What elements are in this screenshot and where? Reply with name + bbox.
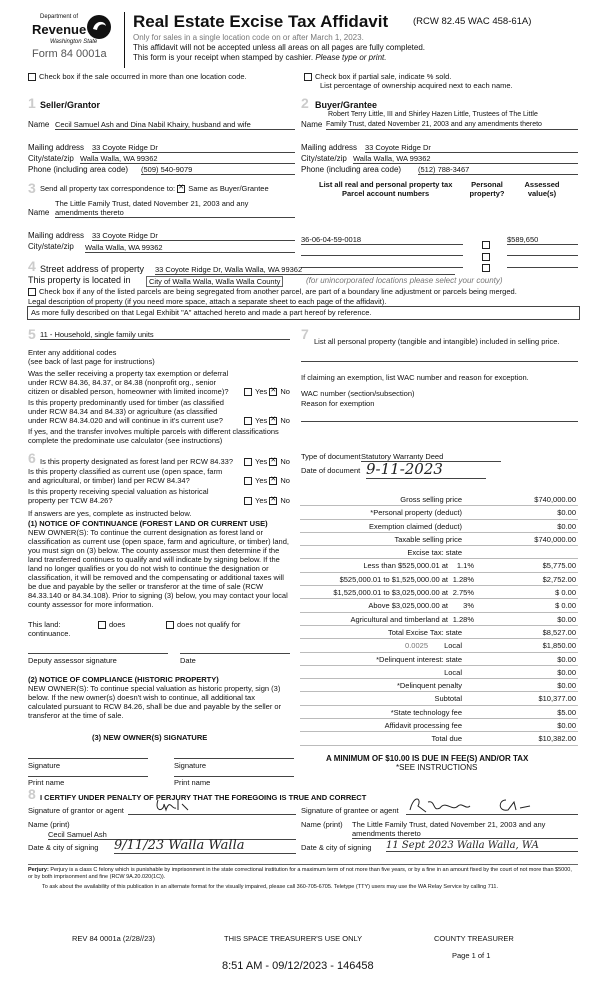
grantor-date-label: Date & city of signing <box>28 843 99 852</box>
grantee-date-field[interactable]: 11 Sept 2023 Walla Walla, WA <box>386 840 578 852</box>
new-owner-print-1[interactable] <box>28 775 148 777</box>
tax-rate: 1.28% <box>452 614 474 624</box>
exemption-yes-no[interactable]: Yes ✕ No <box>244 387 290 396</box>
fee-value[interactable]: $ 0.00 <box>555 588 576 598</box>
fee-row <box>300 706 578 719</box>
grantor-signature-scribble <box>128 796 198 814</box>
deputy-signature-line[interactable] <box>28 652 168 654</box>
personal-property-checkbox-3[interactable] <box>482 259 493 277</box>
fee-row <box>300 573 578 586</box>
fee-value[interactable]: $1,850.00 <box>542 641 576 651</box>
print-label-2: Print name <box>174 778 211 787</box>
doc-date-label: Date of document <box>301 466 361 475</box>
grantor-name-label: Name (print) <box>28 820 70 829</box>
fee-label: Affidavit processing fee <box>384 721 462 731</box>
section-7-number: 7 <box>301 326 309 342</box>
seller-name-field[interactable]: Cecil Samuel Ash and Dina Nabil Khairy, husband and wife <box>55 120 295 130</box>
forest-question: Is this property designated as forest land per RCW 84.33? <box>40 457 234 466</box>
header-divider <box>124 12 125 68</box>
assessed-value-header: Assessed value(s) <box>524 180 560 198</box>
page-number: Page 1 of 1 <box>452 951 491 960</box>
sig-label-2: Signature <box>174 761 207 770</box>
located-in-note: (for unincorporated locations please select your county) <box>306 276 503 285</box>
buyer-name-field[interactable]: Family Trust, dated November 21, 2003 and any amendments thereto <box>326 121 578 130</box>
fee-value[interactable]: $0.00 <box>557 614 576 624</box>
grantor-name-field[interactable]: Cecil Samuel Ash <box>48 830 296 840</box>
header-line-3: This form is your receipt when stamped by cashier. Please type or print. <box>133 53 387 62</box>
fee-value[interactable]: $10,377.00 <box>538 694 576 704</box>
seller-name-label: Name <box>28 120 50 129</box>
section-1-number: 1 <box>28 95 36 111</box>
segregated-check[interactable]: Check box if any of the listed parcels are being segregated from another parcel, are part of a boundary line adjustment or parcels being merged. <box>28 287 517 296</box>
buyer-phone-label: Phone (including area code) <box>301 165 402 174</box>
fee-value[interactable]: $5.00 <box>557 707 576 717</box>
corr-city-field[interactable]: Walla Walla, WA 99362 <box>85 243 295 253</box>
logo-state: Washington State <box>50 39 98 45</box>
fee-row <box>300 533 578 546</box>
fee-row <box>300 546 578 559</box>
does-not-checkbox[interactable]: does not qualify for <box>166 620 240 629</box>
corr-mail-field[interactable]: 33 Coyote Ridge Dr <box>92 231 295 241</box>
tax-rate: 2.75% <box>452 588 474 598</box>
reason-field[interactable] <box>301 420 578 422</box>
logo-dept: Department of <box>40 14 79 20</box>
assessed-value-field-3[interactable] <box>507 266 578 268</box>
form-title: Real Estate Excise Tax Affidavit <box>133 12 389 31</box>
located-in-select[interactable]: City of Walla Walla, Walla Walla County <box>146 276 283 287</box>
notice-3-heading: (3) NEW OWNER(S) SIGNATURE <box>92 733 208 742</box>
section-4-number: 4 <box>28 258 36 274</box>
revenue-swirl-icon <box>86 14 112 40</box>
deputy-date-label: Date <box>180 656 196 665</box>
fee-label: Gross selling price <box>400 495 462 504</box>
corr-mail-label: Mailing address <box>28 231 85 240</box>
fee-label: Taxable selling price <box>394 534 462 544</box>
fee-value[interactable]: $740,000.00 <box>534 534 576 544</box>
buyer-name-label: Name <box>301 120 323 129</box>
parcel-header-2: Parcel account numbers <box>342 189 430 198</box>
fee-value[interactable]: $ 0.00 <box>555 601 576 611</box>
located-in-label: This property is located in <box>28 275 131 285</box>
fee-label: Local <box>444 641 462 651</box>
timber-yes-no[interactable]: Yes ✕ No <box>244 416 290 425</box>
revision: REV 84 0001a (2/28//23) <box>72 934 155 943</box>
grantor-date-field[interactable]: 9/11/23 Walla Walla <box>114 838 296 854</box>
grantee-date-label: Date & city of signing <box>301 843 372 852</box>
grantee-name-field[interactable]: amendments thereto <box>352 829 578 839</box>
fee-row <box>300 639 578 652</box>
grantor-signature[interactable] <box>128 796 296 815</box>
section-5-number: 5 <box>28 326 36 342</box>
current-use-yes-no[interactable]: Yes ✕ No <box>244 476 290 485</box>
print-label-1: Print name <box>28 778 65 787</box>
same-as-buyer-checkbox[interactable] <box>177 185 185 193</box>
this-land-label: This land: continuance. <box>28 620 71 638</box>
timber-question: Is this property predominantly used for timber (as classified under RCW 84.34 and 84.33) or agriculture (as classified under RCW 84.34.020 and will continue in it's current use? <box>28 398 224 425</box>
deputy-signature-label: Deputy assessor signature <box>28 656 117 665</box>
checkbox[interactable] <box>28 288 36 296</box>
additional-codes-label: Enter any additional codes (see back of last page for instructions) <box>28 348 155 366</box>
fee-row <box>300 666 578 679</box>
certify-statement: I CERTIFY UNDER PENALTY OF PERJURY THAT THE FOREGOING IS TRUE AND CORRECT <box>40 793 367 802</box>
doc-type-field[interactable]: Statutory Warranty Deed <box>361 452 501 462</box>
sig-label-1: Signature <box>28 761 61 770</box>
grantee-name-label: Name (print) <box>301 820 343 829</box>
fee-value[interactable]: $2,752.00 <box>542 574 576 584</box>
wac-label: WAC number (section/subsection) <box>301 389 415 398</box>
seller-mail-field[interactable]: 33 Coyote Ridge Dr <box>92 143 295 153</box>
new-owner-print-2[interactable] <box>174 775 294 777</box>
fee-row <box>300 586 578 599</box>
land-use-code-field[interactable]: 11 - Household, single family units <box>40 330 290 340</box>
legal-description-field[interactable]: As more fully described on that Legal Exhibit "A" attached hereto and made a part hereof by reference. <box>27 306 580 320</box>
doc-type-label: Type of document <box>301 452 361 461</box>
perjury-notice: Perjury: Perjury is a class C felony which is punishable by imprisonment in the state correctional institution for a maximum term of not more than five years, or by a fine in an amount fixed by the court of not more than $5000, or by both imprisonment and fine (RCW 9A.20.020(1C)). <box>28 867 572 880</box>
deputy-date-line[interactable] <box>180 652 290 654</box>
buyer-name-line-1: Robert Terry Little, III and Shirley Hazen Little, Trustees of The Little <box>328 111 538 118</box>
see-instructions: *SEE INSTRUCTIONS <box>396 763 478 772</box>
form-number: Form 84 0001a <box>32 48 107 60</box>
fee-label: *Delinquent interest: state <box>376 654 462 664</box>
grantee-signature-scribble <box>406 796 578 816</box>
fee-label: Exemption claimed (deduct) <box>369 521 462 531</box>
treasurer-use: THIS SPACE TREASURER'S USE ONLY <box>224 934 363 943</box>
street-label: Street address of property <box>40 264 145 274</box>
fee-value[interactable]: $0.00 <box>557 654 576 664</box>
current-use-question: Is this property classified as current use (open space, farm and agricultural, or timber) land per RCW 84.34? <box>28 467 223 485</box>
fee-label: Excise tax: state <box>407 548 462 558</box>
multi-location-check[interactable]: Check box if the sale occurred in more than one location code. <box>28 72 247 81</box>
buyer-city-field[interactable]: Walla Walla, WA 99362 <box>353 154 578 164</box>
fee-table <box>300 493 578 746</box>
fee-row <box>300 719 578 732</box>
parcel-number-field-2[interactable] <box>301 254 463 256</box>
form-citation: (RCW 82.45 WAC 458-61A) <box>413 16 532 27</box>
forest-instruction: If answers are yes, complete as instructed below. <box>28 509 192 518</box>
fee-value[interactable]: $8,527.00 <box>542 627 576 637</box>
seller-heading: Seller/Grantor <box>40 100 101 110</box>
access-notice: To ask about the availability of this publication in an alternate format for the visually impaired, please call 360-705-6705. Teletype (TTY) users may use the WA Relay Service by calling 711. <box>42 884 499 890</box>
section-2-number: 2 <box>301 95 309 111</box>
fee-row <box>300 626 578 639</box>
logo-revenue: Revenue <box>32 22 87 37</box>
checkbox[interactable] <box>28 73 36 81</box>
buyer-city-label: City/state/zip <box>301 154 347 163</box>
buyer-mail-label: Mailing address <box>301 143 358 152</box>
section-6-number: 6 <box>28 450 36 466</box>
fee-label: *State technology fee <box>390 707 462 717</box>
fee-row <box>300 520 578 533</box>
forest-yes-no[interactable]: Yes ✕ No <box>244 457 290 466</box>
fee-label: $1,525,000.01 to $3,025,000.00 at <box>333 588 448 598</box>
seller-city-field[interactable]: Walla Walla, WA 99362 <box>80 154 295 164</box>
parcel-header-1: List all real and personal property tax <box>319 180 453 189</box>
fee-label: Above $3,025,000.00 at <box>368 601 448 611</box>
corr-name-field[interactable]: amendments thereto <box>55 208 295 218</box>
fee-label: Agricultural and timberland at <box>350 614 448 624</box>
fee-row <box>300 679 578 692</box>
header-line-2: This affidavit will not be accepted unless all areas on all pages are fully completed. <box>133 43 426 52</box>
exemption-claim-label: If claiming an exemption, list WAC number and reason for exception. <box>301 373 529 382</box>
grantee-name-line-1: The Little Family Trust, dated November 21, 2003 and any <box>352 820 546 829</box>
fee-value[interactable]: $0.00 <box>557 521 576 531</box>
exemption-question: Was the seller receiving a property tax exemption or deferral under RCW 84.36, 84.37, or 84.38 (nonprofit org., senior citizen or disabled person, homeowner with limited income)? <box>28 369 229 396</box>
street-field[interactable]: 33 Coyote Ridge Dr, Walla Walla, WA 99362 <box>155 265 455 275</box>
corr-name-label: Name <box>28 208 50 217</box>
fee-row <box>300 653 578 666</box>
assessed-value-field-2[interactable] <box>507 254 578 256</box>
checkbox[interactable] <box>304 73 312 81</box>
seller-city-label: City/state/zip <box>28 154 74 163</box>
historic-question: Is this property receiving special valuation as historical property per TCW 84.26? <box>28 487 209 505</box>
fee-row <box>300 732 578 745</box>
perjury-divider <box>28 864 578 865</box>
tax-rate: 3% <box>463 601 474 611</box>
calculator-note: If yes, and the transfer involves multiple parcels with different classifications complete the predominate use calculator (see instructions) <box>28 427 279 445</box>
historic-yes-no[interactable]: Yes ✕ No <box>244 496 290 505</box>
corr-city-label: City/state/zip <box>28 242 74 251</box>
fee-value[interactable]: $5,775.00 <box>542 561 576 571</box>
grantee-sig-label: Signature of grantee or agent <box>301 806 399 815</box>
notice-1-heading: (1) NOTICE OF CONTINUANCE (FOREST LAND OR CURRENT USE) <box>28 519 268 528</box>
fee-label: Total due <box>431 734 462 744</box>
fee-value[interactable]: $10,382.00 <box>538 734 576 744</box>
fee-row <box>300 559 578 572</box>
new-owner-sig-2[interactable] <box>174 757 294 759</box>
notice-2-heading: (2) NOTICE OF COMPLIANCE (HISTORIC PROPERTY) <box>28 675 219 684</box>
fee-label: Subtotal <box>434 694 462 704</box>
fee-value[interactable]: $0.00 <box>557 721 576 731</box>
fee-value[interactable]: $0.00 <box>557 667 576 677</box>
parcel-number-field[interactable]: 36-06-04-59-0018 <box>301 235 463 245</box>
recording-stamp: 8:51 AM - 09/12/2023 - 146458 <box>222 960 374 972</box>
fee-value[interactable]: $0.00 <box>557 681 576 691</box>
dor-logo <box>28 12 118 68</box>
fee-row <box>300 613 578 626</box>
fee-label: Total Excise Tax: state <box>387 627 462 637</box>
partial-pct-note: List percentage of ownership acquired next to each name. <box>320 81 513 90</box>
personal-property-label: List all personal property (tangible and intangible) included in selling price. <box>314 337 560 346</box>
county-treasurer: COUNTY TREASURER <box>434 934 514 943</box>
minimum-fee-note: A MINIMUM OF $10.00 IS DUE IN FEE(S) AND/OR TAX <box>326 754 529 763</box>
tax-rate: 1.28% <box>452 574 474 584</box>
does-checkbox[interactable]: does <box>98 620 125 629</box>
fee-row <box>300 493 578 506</box>
notice-1-body: NEW OWNER(S): To continue the current designation as forest land or classification as current use (open space, farm and agriculture, or timber) land, you must sign on (3) below. The county assessor must then determine if the land transferred continues to qualify and will indicate by signing below. If the land no longer qualifies or you do not wish to continue the designation or classification, it will be removed and the compensating or additional taxes will be due and payable by the seller or transferor at the time of sale (RCW 84.33.140 or 84.34.108). Prior to signing (3) below, you may contact your local county assessor for more information. <box>28 528 289 609</box>
assessed-value-field[interactable]: $589,650 <box>507 235 578 245</box>
tax-rate: 1.1% <box>456 561 474 571</box>
partial-sale-check[interactable]: Check box if partial sale, indicate % sold. <box>304 72 451 81</box>
doc-date-field[interactable]: 9-11-2023 <box>366 460 486 479</box>
notice-2-body: NEW OWNER(S): To continue special valuation as historic property, sign (3) below. If the new owner(s) doesn't wish to continue, all additional tax calculated pursuant to RCW 84.26, shall be due and payable by the seller or transferor at the time of sale. <box>28 684 282 720</box>
header-line-1: Only for sales in a single location code on or after March 1, 2023. <box>133 33 364 42</box>
fee-label: *Delinquent penalty <box>396 681 462 691</box>
fee-value[interactable]: $0.00 <box>557 508 576 518</box>
fee-row <box>300 692 578 705</box>
fee-value[interactable]: $740,000.00 <box>534 495 576 504</box>
personal-property-field[interactable] <box>301 360 578 362</box>
fee-label: Local <box>444 667 462 677</box>
section-3-number: 3 <box>28 180 36 196</box>
local-rate: 0.0025 <box>405 641 428 651</box>
buyer-phone-field[interactable]: (512) 788-3467 <box>418 165 578 175</box>
new-owner-sig-1[interactable] <box>28 757 148 759</box>
grantee-signature[interactable] <box>406 796 578 815</box>
buyer-mail-field[interactable]: 33 Coyote Ridge Dr <box>365 143 578 153</box>
corr-name-line-1: The Little Family Trust, dated November 21, 2003 and any <box>55 199 249 208</box>
section-8-number: 8 <box>28 786 36 802</box>
seller-phone-field[interactable]: (509) 540-9079 <box>141 165 295 175</box>
corr-label: Send all property tax correspondence to: ✕ Same as Buyer/Grantee <box>40 184 269 193</box>
fee-row <box>300 599 578 612</box>
personal-property-header: Personal property? <box>469 180 505 198</box>
fee-label: Less than $525,000.01 at <box>363 561 448 571</box>
seller-mail-label: Mailing address <box>28 143 85 152</box>
seller-phone-label: Phone (including area code) <box>28 165 129 174</box>
legal-label: Legal description of property (if you need more space, attach a separate sheet to each page of the affidavit). <box>28 297 387 306</box>
reason-label: Reason for exemption <box>301 399 375 408</box>
fee-label: *Personal property (deduct) <box>370 508 462 518</box>
fee-label: $525,000.01 to $1,525,000.00 at <box>339 574 448 584</box>
buyer-heading: Buyer/Grantee <box>315 100 378 110</box>
fee-row <box>300 506 578 519</box>
grantor-sig-label: Signature of grantor or agent <box>28 806 124 815</box>
